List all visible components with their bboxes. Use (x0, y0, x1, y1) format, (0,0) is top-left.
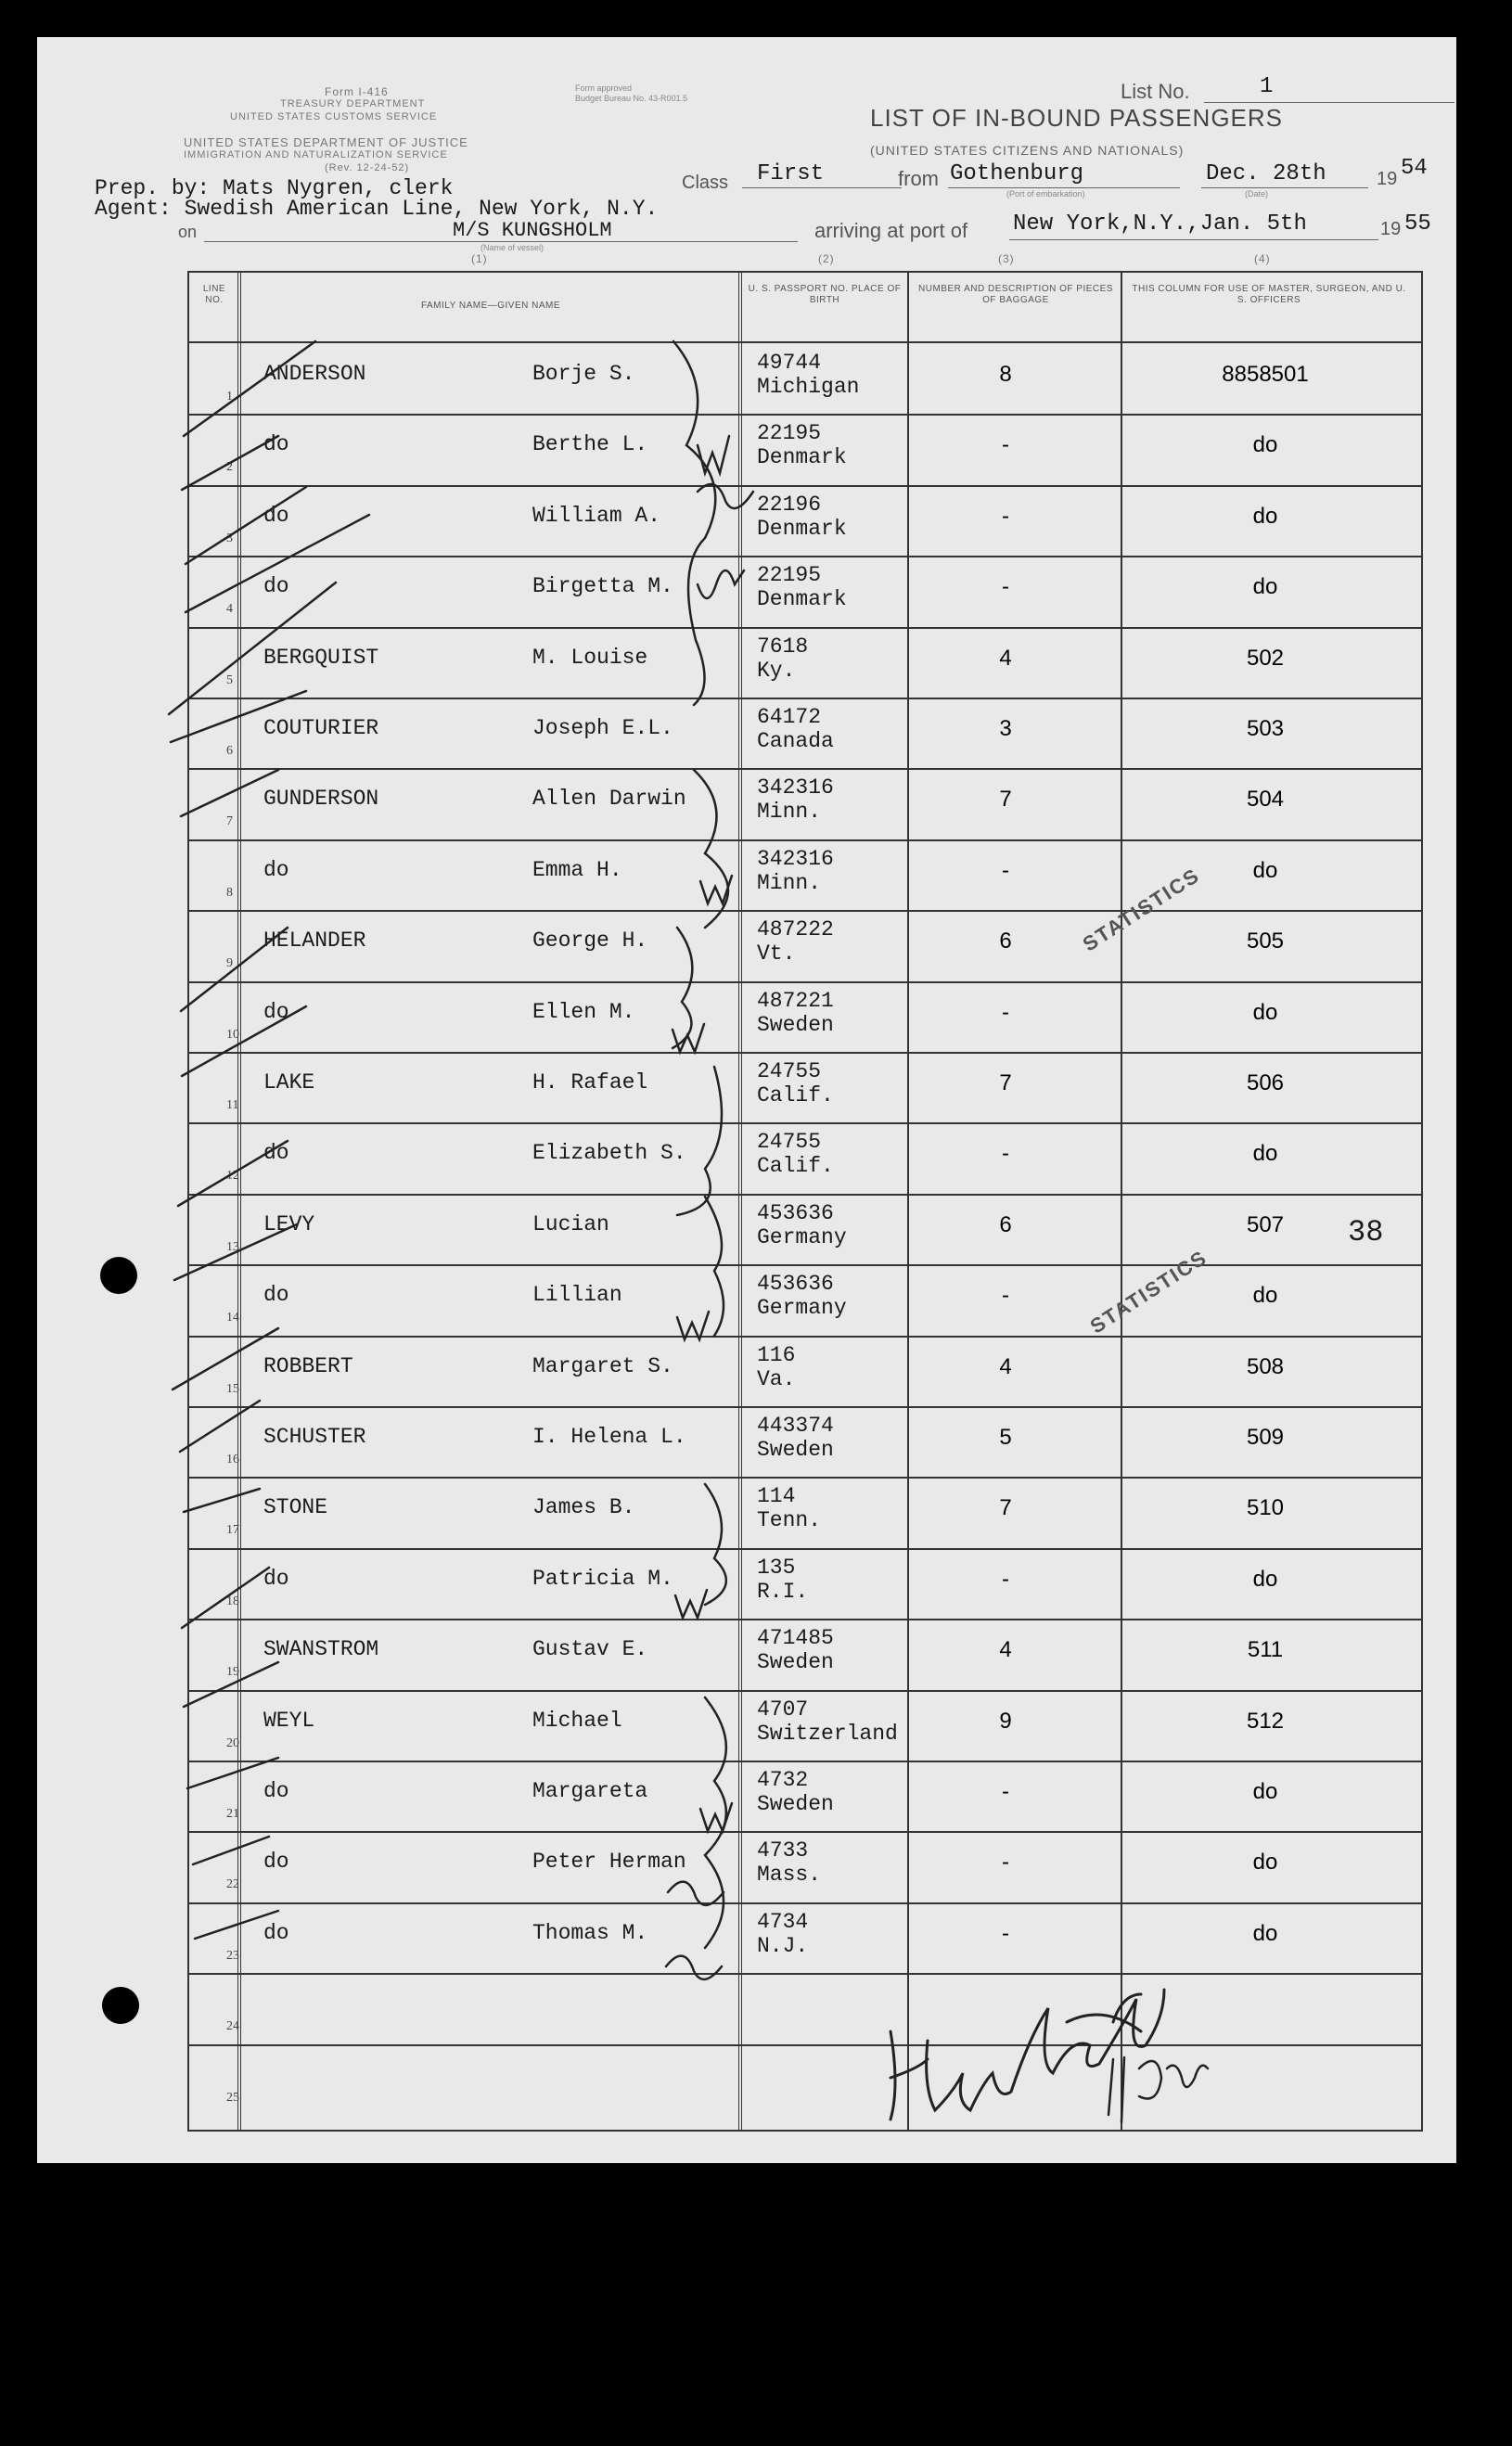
baggage-count: 4 (999, 1637, 1012, 1663)
table-row (189, 1548, 1421, 1620)
baggage-count: - (1002, 1850, 1009, 1876)
officer-column: 502 (1246, 645, 1285, 671)
line-number: 14 (226, 1311, 239, 1325)
passport-birthplace (757, 989, 834, 1037)
family-name: WEYL (263, 1708, 315, 1733)
passport-number: 64172 (757, 705, 822, 729)
given-name: H. Rafael (532, 1070, 648, 1095)
passport-number: 49744 (757, 351, 822, 375)
family-name: ROBBERT (263, 1353, 353, 1378)
baggage-count: 7 (999, 1495, 1012, 1521)
line-number: 10 (226, 1027, 239, 1042)
family-name: SWANSTROM (263, 1637, 379, 1662)
family-name: do (263, 432, 289, 457)
passport-birthplace (757, 1768, 834, 1816)
passport-birthplace (757, 1130, 834, 1178)
officer-column: do (1252, 1920, 1278, 1946)
officer-column: do (1252, 432, 1278, 458)
passport-number: 24755 (757, 1059, 822, 1083)
line-number: 5 (226, 672, 233, 687)
immigration-service: IMMIGRATION AND NATURALIZATION SERVICE (184, 149, 448, 160)
passport-birthplace (757, 1484, 821, 1532)
officer-column: 508 (1246, 1353, 1285, 1379)
year-value: 54 (1401, 156, 1428, 181)
place-of-birth: Mass. (757, 1863, 822, 1888)
table-row (189, 414, 1421, 486)
header-name: FAMILY NAME—GIVEN NAME (420, 301, 561, 311)
baggage-count: - (1002, 1779, 1009, 1804)
baggage-count: 4 (999, 645, 1012, 671)
officer-column: do (1252, 503, 1278, 529)
passport-number: 453636 (757, 1272, 834, 1297)
family-name: do (263, 1779, 289, 1803)
vessel-name: M/S KUNGSHOLM (453, 219, 612, 242)
place-of-birth: Denmark (757, 516, 847, 541)
passport-birthplace (757, 1059, 834, 1108)
table-row (189, 768, 1421, 840)
line-number: 20 (226, 1735, 239, 1750)
passport-number: 487221 (757, 988, 834, 1013)
passport-number: 4733 (757, 1838, 809, 1863)
officer-column: do (1252, 574, 1278, 600)
passport-birthplace (757, 634, 808, 683)
given-name: Peter Herman (532, 1850, 686, 1875)
officer-column: 504 (1246, 787, 1285, 813)
family-name: STONE (263, 1495, 328, 1520)
baggage-count: - (1002, 1141, 1009, 1167)
place-of-birth: Calif. (757, 1154, 834, 1179)
passport-birthplace (757, 563, 847, 611)
officer-column: 507 (1246, 1211, 1285, 1237)
baggage-count: 7 (999, 1070, 1012, 1095)
line-number: 7 (226, 814, 233, 829)
table-row (189, 1831, 1421, 1903)
from-value: Gothenburg (950, 161, 1084, 186)
place-of-birth: R.I. (757, 1579, 809, 1604)
passport-number: 22196 (757, 492, 822, 517)
table-row (189, 839, 1421, 912)
place-of-birth: Minn. (757, 870, 822, 895)
place-of-birth: Germany (757, 1224, 847, 1249)
family-name: COUTURIER (263, 716, 379, 740)
officer-column: 509 (1246, 1425, 1285, 1450)
table-row (189, 1264, 1421, 1337)
place-of-birth: Sweden (757, 1438, 834, 1462)
officer-column: 511 (1247, 1637, 1284, 1663)
officer-column: do (1252, 857, 1278, 883)
family-name: do (263, 857, 289, 882)
date-caption: (Date) (1245, 189, 1269, 198)
given-name: Joseph E.L. (532, 716, 673, 740)
given-name: Michael (532, 1708, 622, 1733)
officer-column: do (1252, 1850, 1278, 1876)
passport-number: 471485 (757, 1626, 834, 1651)
passport-birthplace (757, 493, 847, 541)
prepared-by: Prep. by: Mats Nygren, clerk (95, 176, 454, 200)
passport-birthplace (757, 1910, 808, 1958)
form-subtitle: (UNITED STATES CITIZENS AND NATIONALS) (870, 143, 1185, 158)
place-of-birth: Denmark (757, 445, 847, 470)
punch-hole-2 (102, 1987, 139, 2024)
officer-column: do (1252, 1779, 1278, 1804)
passport-birthplace (757, 1697, 898, 1746)
line-number: 4 (226, 602, 233, 617)
place-of-birth: Germany (757, 1296, 847, 1321)
line-number: 19 (226, 1665, 239, 1680)
form-title: LIST OF IN-BOUND PASSENGERS (870, 104, 1284, 132)
passport-number: 443374 (757, 1414, 834, 1438)
given-name: Berthe L. (532, 432, 648, 457)
table-row (189, 1690, 1421, 1762)
place-of-birth: Denmark (757, 587, 847, 612)
line-number: 16 (226, 1453, 239, 1466)
table-row (189, 1122, 1421, 1195)
passport-birthplace (757, 1272, 847, 1320)
given-name: Emma H. (532, 857, 622, 882)
passport-birthplace (757, 917, 834, 966)
given-name: Margareta (532, 1779, 648, 1803)
given-name: James B. (532, 1495, 635, 1520)
baggage-count: 3 (999, 716, 1012, 741)
passport-number: 453636 (757, 1200, 834, 1225)
table-row (189, 698, 1421, 770)
passport-number: 342316 (757, 775, 834, 800)
family-name: GUNDERSON (263, 787, 379, 812)
line-number: 6 (226, 744, 233, 758)
passport-number: 22195 (757, 421, 822, 446)
place-of-birth: Sweden (757, 1792, 834, 1816)
baggage-count: 9 (999, 1708, 1012, 1734)
family-name: do (263, 1920, 289, 1945)
place-of-birth: Ky. (757, 658, 796, 683)
baggage-count: 5 (999, 1425, 1012, 1450)
line-number: 3 (226, 531, 233, 545)
line-number: 18 (226, 1594, 239, 1608)
family-name: do (263, 503, 289, 528)
baggage-count: - (1002, 1283, 1009, 1309)
given-name: Birgetta M. (532, 574, 673, 599)
passport-number: 135 (757, 1555, 796, 1580)
header-baggage: NUMBER AND DESCRIPTION OF PIECES OF BAGGAGE (918, 284, 1113, 305)
baggage-count: - (1002, 1566, 1009, 1592)
passport-number: 487222 (757, 917, 834, 942)
table-row (189, 1902, 1421, 1975)
line-number: 23 (226, 1948, 239, 1963)
line-number: 11 (226, 1098, 239, 1112)
given-name: Gustav E. (532, 1637, 648, 1662)
passport-birthplace (757, 775, 834, 824)
baggage-count: - (1002, 999, 1009, 1025)
passport-birthplace (757, 705, 834, 753)
passport-birthplace (757, 1343, 795, 1391)
given-name: Margaret S. (532, 1353, 673, 1378)
given-name: M. Louise (532, 645, 648, 670)
line-number: 12 (226, 1169, 239, 1184)
class-value: First (757, 161, 825, 186)
place-of-birth: Sweden (757, 1650, 834, 1675)
family-name: SCHUSTER (263, 1425, 366, 1449)
place-of-birth: Va. (757, 1366, 796, 1391)
departure-date: Dec. 28th (1206, 161, 1326, 186)
baggage-count: 7 (999, 787, 1012, 813)
passport-number: 4732 (757, 1768, 809, 1792)
table-row (189, 910, 1421, 982)
family-name: BERGQUIST (263, 645, 379, 670)
line-number: 9 (226, 956, 233, 971)
line-number: 25 (226, 2090, 239, 2105)
baggage-count: - (1002, 432, 1009, 458)
treasury-dept: TREASURY DEPARTMENT (280, 98, 426, 109)
baggage-count: - (1002, 574, 1009, 600)
baggage-count: - (1002, 857, 1009, 883)
line-number: 15 (226, 1381, 239, 1396)
passport-birthplace (757, 1201, 847, 1249)
statistics-stamp-2: STATISTICS (1085, 1245, 1211, 1338)
officer-column: 512 (1246, 1708, 1285, 1734)
passport-birthplace (757, 1838, 821, 1887)
baggage-count: 8 (999, 362, 1012, 387)
place-of-birth: Canada (757, 729, 834, 753)
family-name: do (263, 574, 289, 599)
table-row (189, 627, 1421, 699)
list-no-label: List No. (1121, 80, 1190, 103)
given-name: William A. (532, 503, 661, 528)
statistics-stamp-1: STATISTICS (1078, 863, 1204, 956)
line-number: 2 (226, 460, 233, 475)
col-num-1: (1) (471, 252, 488, 265)
given-name: Borje S. (532, 362, 635, 386)
baggage-count: - (1002, 503, 1009, 529)
given-name: I. Helena L. (532, 1425, 686, 1449)
given-name: Lillian (532, 1283, 622, 1308)
agent-line: Agent: Swedish American Line, New York, N.Y. (95, 197, 659, 221)
family-name: do (263, 1141, 289, 1166)
table-row (189, 2044, 1421, 2115)
place-of-birth: Tenn. (757, 1508, 822, 1533)
given-name: Allen Darwin (532, 787, 686, 812)
arriving-label: arriving at port of (814, 219, 968, 242)
place-of-birth: N.J. (757, 1933, 809, 1958)
form-approved: Form approved (575, 83, 633, 93)
family-name: HELANDER (263, 928, 366, 954)
place-of-birth: Vt. (757, 941, 796, 967)
table-row (189, 1973, 1421, 2045)
passport-number: 24755 (757, 1130, 822, 1155)
officer-column: 8858501 (1222, 362, 1309, 387)
line-number: 13 (226, 1239, 239, 1254)
officer-column: 505 (1246, 928, 1285, 954)
officer-column: 503 (1246, 716, 1285, 741)
passport-number: 116 (757, 1342, 796, 1367)
line-number: 8 (226, 885, 233, 900)
line-number: 24 (226, 2019, 239, 2034)
budget-bureau: Budget Bureau No. 43-R001.5 (575, 94, 688, 103)
from-label: from (898, 167, 939, 190)
officer-column: do (1252, 1141, 1278, 1167)
header-officers: THIS COLUMN FOR USE OF MASTER, SURGEON, AND U. S. OFFICERS (1132, 284, 1406, 305)
line-number: 17 (226, 1523, 239, 1538)
family-name: do (263, 1850, 289, 1875)
header-line-no: LINE NO. (202, 284, 226, 305)
line-number: 21 (226, 1807, 239, 1821)
table-row (189, 1761, 1421, 1833)
table-row (189, 1336, 1421, 1408)
table-row (189, 1194, 1421, 1266)
given-name: Elizabeth S. (532, 1141, 686, 1166)
officer-column: do (1252, 1283, 1278, 1309)
passport-birthplace (757, 1414, 834, 1462)
officer-column: 510 (1246, 1495, 1285, 1521)
passport-number: 4707 (757, 1697, 809, 1722)
extra-annotation-number: 38 (1348, 1215, 1384, 1249)
col-num-3: (3) (998, 252, 1015, 265)
year-prefix: 19 (1377, 169, 1398, 189)
vessel-caption: (Name of vessel) (481, 243, 545, 252)
table-row (189, 343, 1421, 416)
place-of-birth: Michigan (757, 375, 860, 399)
col-num-2: (2) (818, 252, 835, 265)
officer-column: 506 (1246, 1070, 1285, 1095)
passport-number: 22195 (757, 563, 822, 588)
passport-birthplace (757, 1556, 808, 1604)
passport-number: 4734 (757, 1909, 809, 1934)
place-of-birth: Switzerland (757, 1721, 898, 1746)
given-name: Lucian (532, 1211, 609, 1236)
officer-column: do (1252, 999, 1278, 1025)
given-name: Ellen M. (532, 999, 635, 1024)
passport-number: 7618 (757, 634, 809, 659)
port-embark-caption: (Port of embarkation) (1006, 189, 1085, 198)
class-label: Class (682, 173, 729, 193)
col-num-4: (4) (1254, 252, 1271, 265)
baggage-count: 4 (999, 1353, 1012, 1379)
family-name: do (263, 1283, 289, 1308)
line-number: 22 (226, 1877, 239, 1892)
header-passport: U. S. PASSPORT NO. PLACE OF BIRTH (748, 284, 902, 305)
table-row (189, 556, 1421, 628)
family-name: do (263, 1566, 289, 1591)
family-name: do (263, 999, 289, 1024)
list-no-value: 1 (1260, 74, 1274, 99)
passport-birthplace (757, 351, 859, 399)
punch-hole-1 (100, 1257, 137, 1294)
place-of-birth: Minn. (757, 800, 822, 825)
place-of-birth: Calif. (757, 1083, 834, 1108)
line-number: 1 (226, 390, 233, 403)
passenger-table (187, 271, 1423, 2132)
family-name: LAKE (263, 1070, 315, 1095)
baggage-count: - (1002, 1920, 1009, 1946)
given-name: Thomas M. (532, 1920, 648, 1945)
arrival-year-prefix: 19 (1380, 219, 1402, 239)
passport-birthplace (757, 1626, 834, 1674)
customs-service: UNITED STATES CUSTOMS SERVICE (230, 111, 438, 122)
baggage-count: 6 (999, 928, 1012, 954)
passport-birthplace (757, 421, 847, 469)
form-revision: (Rev. 12-24-52) (325, 162, 410, 173)
officer-column: do (1252, 1566, 1278, 1592)
on-label: on (178, 223, 198, 241)
given-name: George H. (532, 928, 648, 954)
arrival-port-date: New York,N.Y.,Jan. 5th (1013, 211, 1307, 237)
table-row (189, 1619, 1421, 1691)
justice-dept: UNITED STATES DEPARTMENT OF JUSTICE (184, 135, 468, 149)
family-name: ANDERSON (263, 362, 366, 386)
given-name: Patricia M. (532, 1566, 673, 1591)
table-row (189, 981, 1421, 1054)
baggage-count: 6 (999, 1211, 1012, 1237)
passport-number: 114 (757, 1484, 796, 1509)
family-name: LEVY (263, 1211, 315, 1236)
table-row (189, 485, 1421, 557)
place-of-birth: Sweden (757, 1012, 834, 1037)
table-row (189, 1052, 1421, 1124)
passport-number: 342316 (757, 846, 834, 871)
form-number: Form I-416 (325, 85, 389, 98)
arrival-year: 55 (1404, 211, 1431, 237)
passport-birthplace (757, 847, 834, 895)
table-row (189, 1477, 1421, 1549)
table-row (189, 1406, 1421, 1479)
